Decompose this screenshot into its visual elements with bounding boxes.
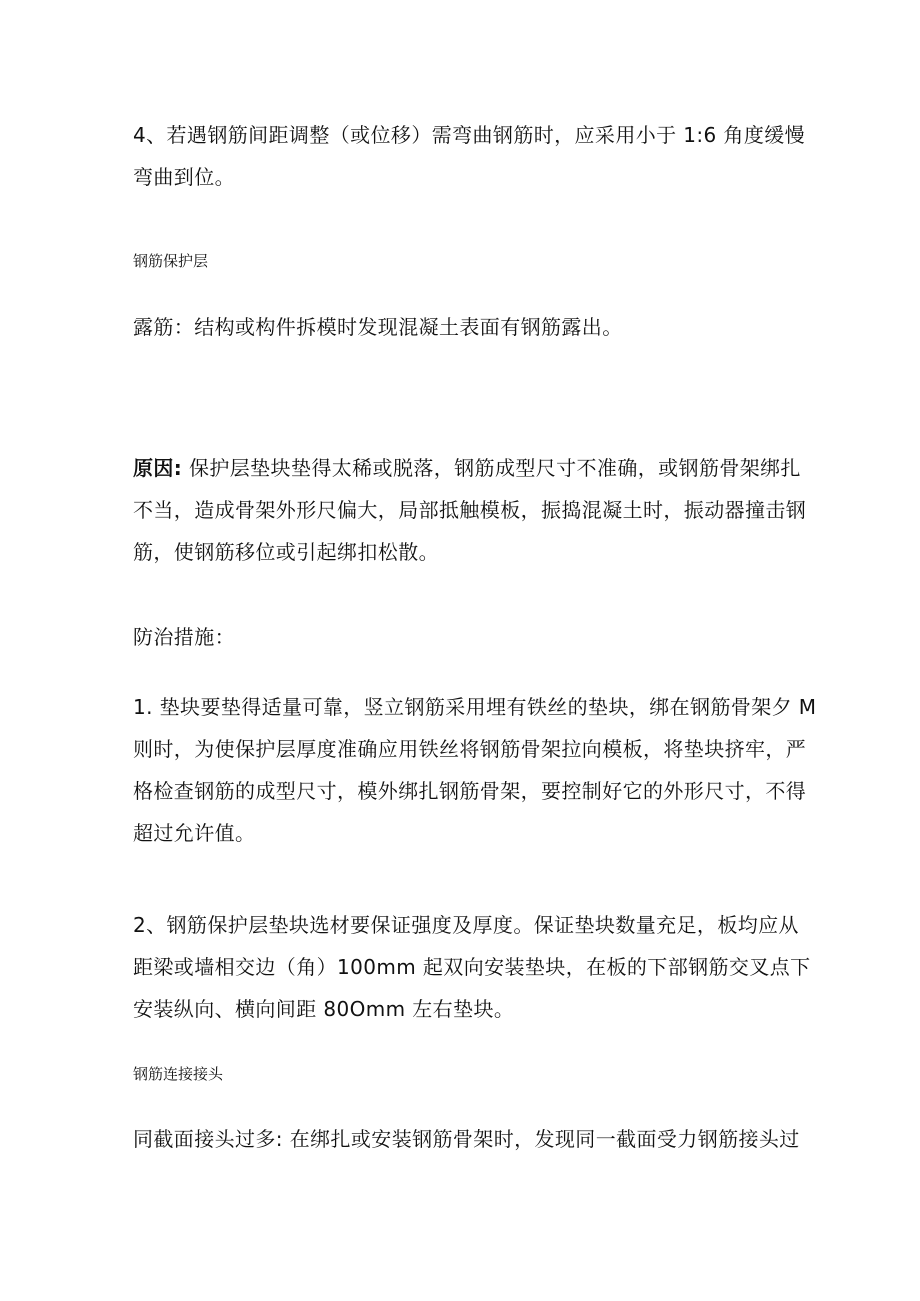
text-line: 筋，使钢筋移位或引起绑扣松散。: [133, 540, 439, 564]
text-line: 4、若遇钢筋间距调整（或位移）需弯曲钢筋时，应采用小于 1:6 角度缓慢: [133, 123, 806, 147]
text-line: 格检查钢筋的成型尺寸，模外绑扎钢筋骨架，要控制好它的外形尺寸，不得: [133, 779, 807, 803]
text-line: 弯曲到位。: [133, 165, 235, 189]
paragraph-item-4: [133, 114, 806, 198]
text-line: 同截面接头过多: 在绑扎或安装钢筋骨架时，发现同一截面受力钢筋接头过: [133, 1127, 800, 1151]
cause-text: 保护层垫块垫得太稀或脱落，钢筋成型尺寸不准确，或钢筋骨架绑扎: [182, 456, 801, 480]
text-line: 2、钢筋保护层垫块选材要保证强度及厚度。保证垫块数量充足，板均应从: [133, 913, 799, 937]
paragraph-measure-2: [133, 904, 811, 1030]
text-line: 距梁或墙相交边（角）100mm 起双向安装垫块，在板的下部钢筋交叉点下: [133, 955, 811, 979]
text-line: 不当，造成骨架外形尺偏大，局部抵触模板，振捣混凝土时，振动器撞击钢: [133, 498, 807, 522]
text-line: 露筋：结构或构件拆模时发现混凝土表面有钢筋露出。: [133, 315, 623, 339]
text-line: 超过允许值。: [133, 821, 256, 845]
section-heading-rebar-joint: 钢筋连接接头: [133, 1065, 224, 1083]
section-heading-rebar-cover: 钢筋保护层: [133, 252, 209, 270]
paragraph-cause: [133, 447, 807, 573]
cause-label: 原因:: [133, 456, 183, 480]
text-line: 1. 垫块要垫得适量可靠，竖立钢筋采用埋有铁丝的垫块，绑在钢筋骨架夕 M: [133, 695, 817, 719]
paragraph-exposed-rebar: [133, 306, 788, 348]
paragraph-measures-title: [133, 616, 788, 658]
text-line: 安装纵向、横向间距 80Omm 左右垫块。: [133, 997, 515, 1021]
text-line: 则时，为使保护层厚度准确应用铁丝将钢筋骨架拉向模板，将垫块挤牢，严: [133, 737, 807, 761]
paragraph-measure-1: [133, 686, 817, 854]
text-line: [133, 447, 801, 489]
text-line: 防治措施：: [133, 625, 235, 649]
paragraph-joint: [133, 1118, 800, 1160]
